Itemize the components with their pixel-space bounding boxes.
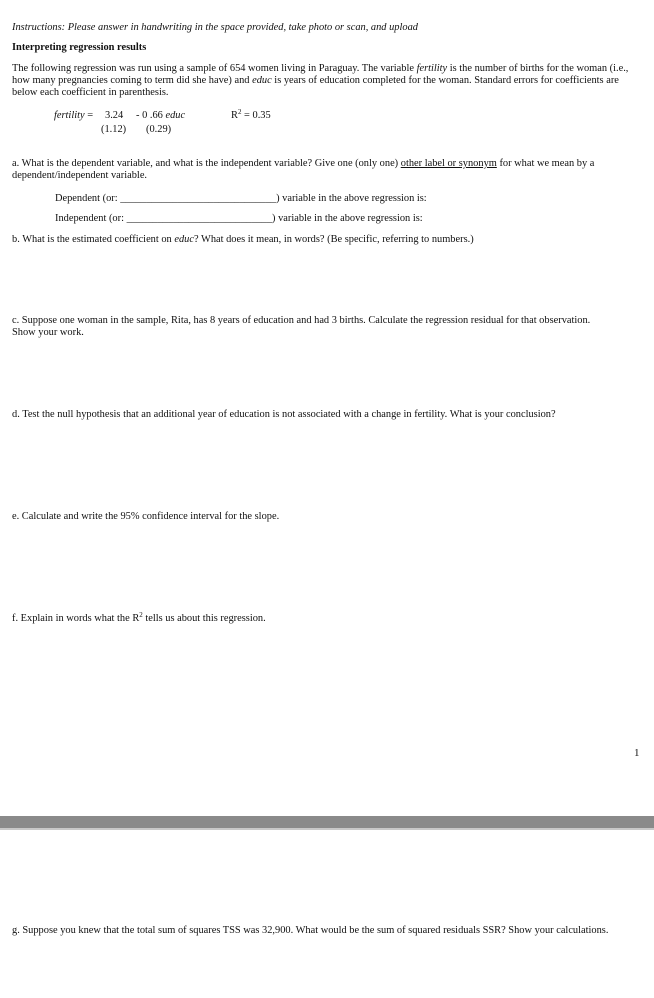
question-a	[12, 158, 627, 182]
se-slope	[146, 124, 171, 136]
qc-text: c. Suppose one woman in the sample, Rita, has 8 years of education and had 3 births. Calculate the regression residual for that observation. Show your work.	[12, 315, 591, 338]
intro-var-educ: educ	[252, 75, 272, 86]
equation-r2	[231, 110, 271, 122]
page-number-text: 1	[634, 747, 640, 759]
independent-blank: ____________________________	[126, 213, 273, 224]
se-intercept	[101, 124, 126, 136]
equation-intercept	[105, 110, 123, 122]
dependent-blank: ______________________________	[120, 193, 277, 204]
r2-exponent: 2	[237, 108, 242, 116]
page-break-shadow	[0, 828, 654, 830]
intro-part3: is years of education completed for the woman. Standard errors for coefficients are below each coefficient in parenthesis.	[12, 75, 619, 98]
r2-label: R	[231, 110, 238, 121]
dependent-pre: Dependent (or:	[55, 193, 121, 204]
r2-value: = 0.35	[244, 110, 271, 121]
qb-text1: b. What is the estimated coefficient on	[12, 234, 175, 245]
page-title	[12, 42, 637, 54]
se-intercept-value: (1.12)	[101, 124, 127, 135]
qf-text1: f. Explain in words what the R	[12, 613, 140, 624]
se-slope-value: (0.29)	[146, 124, 172, 135]
page-break-divider	[0, 816, 654, 828]
question-f	[12, 613, 637, 625]
equation-regressor: educ	[165, 110, 186, 121]
intro-var-fertility: fertility	[416, 63, 448, 74]
dependent-post: ) variable in the above regression is:	[276, 193, 427, 204]
qb-text2: ? What does it mean, in words? (Be specific, referring to numbers.)	[193, 234, 474, 245]
intro-part2: is the number of births for the woman (i.e., how many pregnancies coming to term did she have) and	[12, 63, 629, 86]
question-e	[12, 511, 637, 523]
equation-equals: =	[87, 110, 94, 121]
page-number	[634, 747, 640, 759]
qa-underlined: other label or synonym	[400, 158, 497, 169]
independent-pre: Independent (or:	[55, 213, 127, 224]
question-c	[12, 315, 612, 339]
intro-part1: The following regression was run using a sample of 654 women living in Paraguay. The variable	[12, 63, 417, 74]
title-text: Interpreting regression results	[12, 42, 147, 53]
dependent-line	[55, 193, 427, 205]
independent-post: ) variable in the above regression is:	[272, 213, 423, 224]
equation-slope-value: 0 .66	[142, 110, 163, 121]
qg-text: g. Suppose you knew that the total sum of squares TSS was 32,900. What would be the sum of squared residuals SSR? Show your calculations.	[12, 925, 609, 936]
qf-text2: tells us about this regression.	[142, 613, 266, 624]
independent-line	[55, 213, 423, 225]
question-d	[12, 409, 637, 421]
intro-paragraph	[12, 63, 632, 99]
instructions-text: Instructions: Please answer in handwriting in the space provided, take photo or scan, and upload	[12, 22, 418, 33]
equation-slope	[136, 110, 185, 122]
qf-sup: 2	[139, 611, 143, 619]
question-g	[12, 925, 627, 937]
qe-text: e. Calculate and write the 95% confidence interval for the slope.	[12, 511, 280, 522]
instructions-line	[12, 22, 637, 34]
equation-intercept-value: 3.24	[105, 110, 124, 121]
qd-text: d. Test the null hypothesis that an additional year of education is not associated with a change in fertility. What is your conclusion?	[12, 409, 556, 420]
qa-text1: a. What is the dependent variable, and what is the independent variable? Give one (only one)	[12, 158, 401, 169]
equation-lhs-var: fertility	[54, 110, 85, 121]
qa-text2: for what we mean by a dependent/independent variable.	[12, 158, 595, 181]
equation-sign: -	[136, 110, 140, 121]
qb-var: educ	[174, 234, 194, 245]
equation-lhs	[54, 110, 93, 122]
question-b	[12, 234, 637, 246]
